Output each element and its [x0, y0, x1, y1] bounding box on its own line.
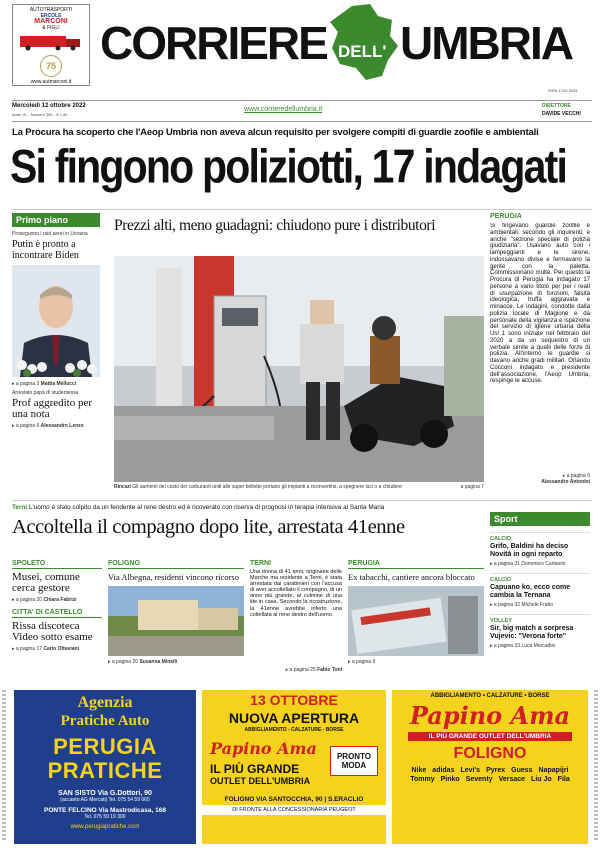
ad-pa-outlet2: OUTLET DELL'UMBRIA [210, 776, 311, 786]
ad-pp-line3: PERUGIA [53, 734, 157, 759]
sport-tag: CALCIO [490, 536, 512, 542]
foligno-author: Susanna Minelli [139, 659, 178, 665]
brand-logo: Pinko [440, 776, 460, 783]
terni-kicker-text: L'uomo è stato colpito da un fendente al rene destro ed è ricoverato con riserva di prognosi in terapia intensiva al Santa Maria [28, 504, 385, 511]
spoleto-label: SPOLETO [12, 560, 102, 569]
top-body-page-text: a pagina 6 [566, 473, 590, 479]
ad-pa-badge: PRONTO MODA [330, 746, 378, 776]
gas-station-photo [114, 256, 484, 482]
lead-caption [114, 484, 484, 490]
brand-logo: Napapijri [538, 767, 569, 774]
brand-logo: Seventy [465, 776, 493, 783]
sport-label: Sport [490, 512, 590, 526]
putin-kicker: Proseguono i raid aerei in Ucraina [12, 231, 88, 237]
foligno-label: FOLIGNO [108, 560, 244, 569]
sport-col [490, 512, 590, 680]
perugia-label: PERUGIA [348, 560, 484, 569]
castello-author: Carlo Ottaviani [43, 646, 80, 652]
putin-author: Mattia Mellucci [40, 381, 77, 387]
sport-list [490, 532, 590, 649]
spoleto-author: Chiara Fabrizi [43, 597, 77, 603]
brand-logos [392, 763, 588, 787]
brand-logo: adidas [432, 767, 455, 774]
terni-body-col [250, 560, 342, 680]
lead-page: a pagina 7 [460, 484, 484, 490]
terni-kicker [12, 504, 488, 511]
ad-pr-top: ABBIGLIAMENTO • CALZATURE • BORSE [430, 693, 550, 699]
masthead-title [100, 8, 590, 84]
prof-ref: ▸ a pagina 6 Alessandro Lenzo [12, 423, 84, 429]
spoleto-page: a pagina 20 [15, 597, 43, 603]
perugia-page: a pagina 9 [351, 659, 376, 665]
ad-pp-line4: PRATICHE [47, 758, 163, 783]
website-link[interactable]: www.corrieredellumbria.it [244, 106, 323, 113]
sport-tag: CALCIO [490, 577, 512, 583]
putin-ref: ▸ a pagina 3 Mattia Mellucci [12, 381, 77, 387]
sport-tag: VOLLEY [490, 618, 513, 624]
putin-photo [12, 265, 100, 377]
perugia-headline: Ex tabacchi, cantiere ancora bloccato [348, 572, 475, 582]
ad-marconi-url[interactable]: www.autmarconi.it [30, 79, 72, 85]
brand-logo: Fila [557, 776, 570, 783]
sport-headline: Grifo, Baldini ha deciso Novità in ogni reparto [490, 543, 569, 558]
brand-logo: Nike [411, 767, 427, 774]
terni-page: a pagina 25 [289, 667, 316, 673]
foligno-photo [108, 586, 244, 656]
putin-page: a pagina 3 [15, 381, 40, 387]
top-kicker: La Procura ha scoperto che l'Aeop Umbria non aveva alcun requisito per svolgere compiti di guardie zoofile e ambientali [12, 127, 539, 138]
ad-marconi-line4: & FIGLI [42, 25, 60, 31]
ad-marconi[interactable] [12, 4, 90, 86]
brand-logo: Guess [511, 767, 533, 774]
sport-ref: ▸ a pagina 32 Michele Fratto [490, 602, 554, 608]
ad-pp-addr2b: Tel. 075 59 19 300 [84, 814, 126, 820]
prof-kicker: Arrestato papà di studentessa [12, 390, 79, 396]
lead-headline[interactable]: Prezzi alti, meno guadagni: chiudono pure i distributori [114, 217, 436, 234]
dateline [12, 100, 592, 122]
terni-kicker-city: Terni [12, 504, 28, 511]
ad-pp-addr1b: (accanto AG Mercati) Tel. 075 54 59 660 [60, 797, 150, 803]
ad-papino-left[interactable] [202, 690, 386, 844]
truck-icon [18, 33, 84, 51]
ad-pa-bottom: DI FRONTE ALLA CONCESSIONARIA PEUGEOT [202, 805, 386, 815]
title-umbria: UMBRIA [400, 17, 572, 69]
director-label: DIRETTORE [542, 103, 571, 109]
ad-pp-addr1: SAN SISTO Via G.Dottori, 90 [58, 790, 152, 797]
brand-logo: Levi's [460, 767, 481, 774]
issn: ISSN 1720-3034 [548, 88, 578, 93]
ad-pa-date: 13 OTTOBRE [250, 692, 338, 708]
date: Mercoledì 12 ottobre 2022 [12, 103, 86, 109]
ad-pa-line2: ABBIGLIAMENTO - CALZATURE - BORSE [244, 727, 344, 733]
prof-headline[interactable]: Prof aggredito per una nota [12, 397, 93, 420]
foligno-headline: Via Albegna, residenti vincono ricorso [108, 572, 239, 582]
right-margin-text [594, 690, 598, 840]
top-body-author: Alessandro Antonini [541, 479, 590, 485]
issue: Anno XL - Numero 281 - € 1,40 [12, 112, 68, 117]
prof-author: Alessandro Lenzo [40, 423, 84, 429]
terni-author: Fabio Toni [317, 667, 342, 673]
title-dell: DELL' [338, 42, 387, 61]
divider [12, 209, 592, 210]
terni-headline[interactable]: Accoltella il compagno dopo lite, arrestata 41enne [12, 516, 405, 538]
castello-headline: Rissa discoteca Video sotto esame [12, 620, 93, 643]
brand-logo: Liu Jo [531, 776, 552, 783]
ad-pa-brand: Papino Ama [210, 739, 317, 758]
terni-ref: ▸ a pagina 25 Fabio Toni [285, 667, 342, 673]
primo-piano-label: Primo piano [12, 213, 100, 227]
brand-logo: Pyrex [486, 767, 506, 774]
ad-pr-city: FOLIGNO [453, 745, 527, 762]
top-headline[interactable]: Si fingono poliziotti, 17 indagati [10, 140, 567, 193]
ad-marconi-badge: 75 [40, 55, 62, 77]
brand-logo: Tommy [410, 776, 435, 783]
castello-label: CITTA' DI CASTELLO [12, 609, 102, 618]
perugia-photo [348, 586, 484, 656]
sport-headline: Capuano ko, ecco come cambia la Ternana [490, 584, 571, 599]
sport-ref: ▸ a pagina 31 Domenico Cantarini [490, 561, 566, 567]
ad-pa-outlet1: IL PIÙ GRANDE [210, 762, 300, 776]
castello-ref: ▸ a pagina 17 Carlo Ottaviani [12, 646, 80, 652]
ad-pp-url[interactable]: www.perugiapratiche.com [70, 824, 140, 830]
foligno-page: a pagina 20 [111, 659, 139, 665]
putin-headline[interactable]: Putin è pronto a incontrare Biden [12, 239, 79, 261]
prof-page: a pagina 6 [15, 423, 40, 429]
ad-pp-addr2: PONTE FELCINO Via Mastrodicasa, 168 [44, 807, 166, 814]
left-margin-text [2, 690, 6, 840]
top-body-page: ▸ a pagina 6 [562, 473, 590, 479]
ad-marconi-line3: MARCONI [34, 18, 68, 25]
ad-papino-right[interactable] [392, 690, 588, 844]
castello-page: a pagina 17 [15, 646, 43, 652]
sport-item[interactable] [490, 573, 590, 608]
terni-section: TERNI [250, 560, 271, 567]
primo-piano [12, 213, 104, 493]
sport-item[interactable] [490, 532, 590, 567]
terni-body: Una donna di 41 anni, originaria delle Marche ma residente a Terni, è stata arrestata dai carabinieri con l'accusa di aver accoltellato il compagno, di un anno più grande, al culmine di una lite in casa. Secondo la ricostruzione, la 41enne avrebbe inferto una coltellata al rene destro dell'uomo. [250, 569, 342, 618]
sport-headline: Sir, big match a sorpresa Vujevic: "Verona forte" [490, 625, 574, 640]
ad-perugia-pratiche[interactable] [14, 690, 196, 844]
spoleto-ref: ▸ a pagina 20 Chiara Fabrizi [12, 597, 77, 603]
lead-caption-text: Gli aumenti del costo dei carburanti uniti alle super bollette portano gli impianti a riconvertirsi, a spegnere luci o a chiudere [132, 484, 402, 490]
top-body-section: PERUGIA [490, 213, 522, 220]
director: DAVIDE VECCHI [542, 111, 581, 117]
brand-logo: Versace [498, 776, 526, 783]
title-corriere: CORRIERE [100, 17, 327, 69]
lead-caption-label: Rincari [114, 484, 131, 490]
spoleto-headline: Musei, comune cerca gestore [12, 571, 80, 594]
perugia-story[interactable] [348, 560, 484, 680]
divider [12, 500, 592, 501]
ad-pa-address: FOLIGNO VIA SANTOCCHIA, 90 | S.ERACLIO [224, 796, 364, 803]
ad-pr-sub: IL PIÙ GRANDE OUTLET DELL'UMBRIA [408, 732, 572, 741]
foligno-ref: ▸ a pagina 20 Susanna Minelli [108, 659, 178, 665]
ad-marconi-line1: AUTOTRASPORTI [29, 7, 73, 13]
perugia-ref: ▸ a pagina 9 [348, 659, 376, 665]
sport-item[interactable] [490, 614, 590, 649]
ad-marconi-line2: ERCOLE [40, 13, 62, 19]
ad-pp-line2: Pratiche Auto [60, 713, 150, 729]
ad-pp-line1: Agenzia [77, 694, 133, 711]
ad-pr-brand: Papino Ama [409, 701, 571, 730]
spoleto-story[interactable] [12, 560, 102, 680]
foligno-story[interactable] [108, 560, 244, 680]
ad-pa-line1: NUOVA APERTURA [228, 710, 360, 726]
sport-ref: ▸ a pagina 33 Luca Mercadini [490, 643, 556, 649]
top-body-text: Si fingevano guardie zoofile e ambientali, secondo gli inquirenti, e anche "sezione speciale di polizia giudiziaria". Usavano auto con i lampeggianti e le sirene, indossavano divise e fermavano la gente con la paletta. Commissionano multe. Per questo la Procura di Perugia ha indagato 17 persone a vario titolo per per i reati di usurpazione di funzioni, falsità ideologica, truffa aggravata e minacce. Le indagini, condotte dalla polizia locale di Magione e da personale della vigilanza e ispezione del servizio di igiene urbana della Usl 1 sono iniziate nel febbraio del 2020 a da un sequestro di un verbale simile a quelli delle forze di polizia. All'interno le guardie si davano anche gradi militari. Orlando Cocconi indagato e presidente dell'associazione, l'Aeop Umbria, respinge le accuse. [490, 223, 590, 385]
top-body-col [490, 213, 590, 495]
